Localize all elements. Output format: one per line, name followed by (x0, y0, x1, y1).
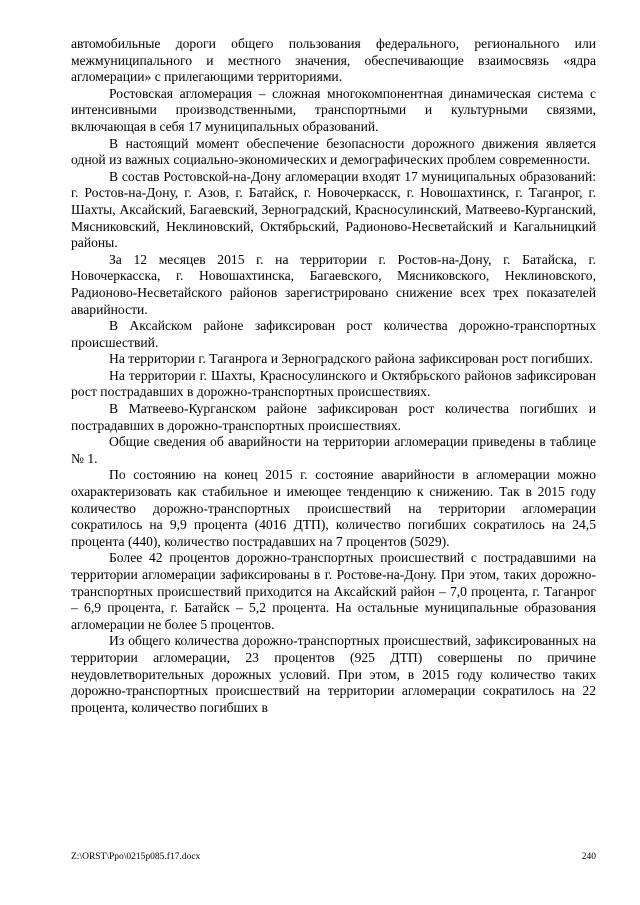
paragraph: В Аксайском районе зафиксирован рост количества дорожно-транспортных происшествий. (71, 318, 596, 350)
document-body (71, 36, 596, 716)
paragraph: В Матвеево-Курганском районе зафиксирован рост количества погибших и пострадавших в дорожно-транспортных происшествиях. (71, 401, 596, 433)
file-path: Z:\ORST\Ppo\0215p085.f17.docx (71, 852, 201, 862)
paragraph: Общие сведения об аварийности на территории агломерации приведены в таблице № 1. (71, 434, 596, 466)
paragraph: В настоящий момент обеспечение безопасности дорожного движения является одной из важных социально-экономических и демографических проблем современности. (71, 135, 596, 168)
paragraph: За 12 месяцев 2015 г. на территории г. Ростов-на-Дону, г. Батайска, г. Новочеркасска, г. Новошахтинска, Багаевского, Мясниковского, Неклиновского, Радионово-Несветайского районов зарегистрировано снижение всех трех показателей аварийности. (71, 251, 596, 317)
paragraph: На территории г. Таганрога и Зерноградского района зафиксирован рост погибших. (109, 351, 593, 367)
paragraph: автомобильные дороги общего пользования федерального, регионального или межмуниципального и местного значения, обеспечивающие взаимосвязь «ядра агломерации» с прилегающими территориями. (71, 36, 596, 85)
paragraph: По состоянию на конец 2015 г. состояние аварийности в агломерации можно охарактеризовать как стабильное и имеющее тенденцию к снижению. Так в 2015 году количество дорожно-транспортных происшествий на территории агломерации сократилось на 9,9 процента (4016 ДТП), количество погибших сократилось на 24,5 процента (440), количество пострадавших на 7 процентов (5029). (71, 467, 596, 549)
page-number: 240 (581, 852, 596, 862)
paragraph: Из общего количества дорожно-транспортных происшествий, зафиксированных на территории агломерации, 23 процентов (925 ДТП) совершены по причине неудовлетворительных дорожных условий. При этом, в 2015 году количество таких дорожно-транспортных происшествий на территории агломерации сократилось на 22 процента, количество погибших в (71, 633, 596, 715)
paragraph: Более 42 процентов дорожно-транспортных происшествий с пострадавшими на территории агломерации зафиксированы в г. Ростове-на-Дону. При этом, таких дорожно-транспортных происшествий приходится на Аксайский район – 7,0 процента, г. Таганрог – 6,9 процента, г. Батайск – 5,2 процента. На остальные муниципальные образования агломерации не более 5 процентов. (71, 550, 596, 632)
paragraph: Ростовская агломерация – сложная многокомпонентная динамическая система с интенсивными производственными, транспортными и культурными связями, включающая в себя 17 муниципальных образований. (71, 85, 596, 134)
paragraph: На территории г. Шахты, Красносулинского и Октябрьского районов зафиксирован рост пострадавших в дорожно-транспортных происшествиях. (71, 367, 596, 400)
paragraph: В состав Ростовской-на-Дону агломерации входят 17 муниципальных образований: г. Ростов-на-Дону, г. Азов, г. Батайск, г. Новочеркасск, г. Новошахтинск, г. Таганрог, г. Шахты, Аксайский, Багаевский, Зерноградский, Красносулинский, Матвеево-Курганский, Мясниковский, Неклиновский, Октябрьский, Радионово-Несветайский и Кагальницкий районы. (71, 168, 596, 251)
